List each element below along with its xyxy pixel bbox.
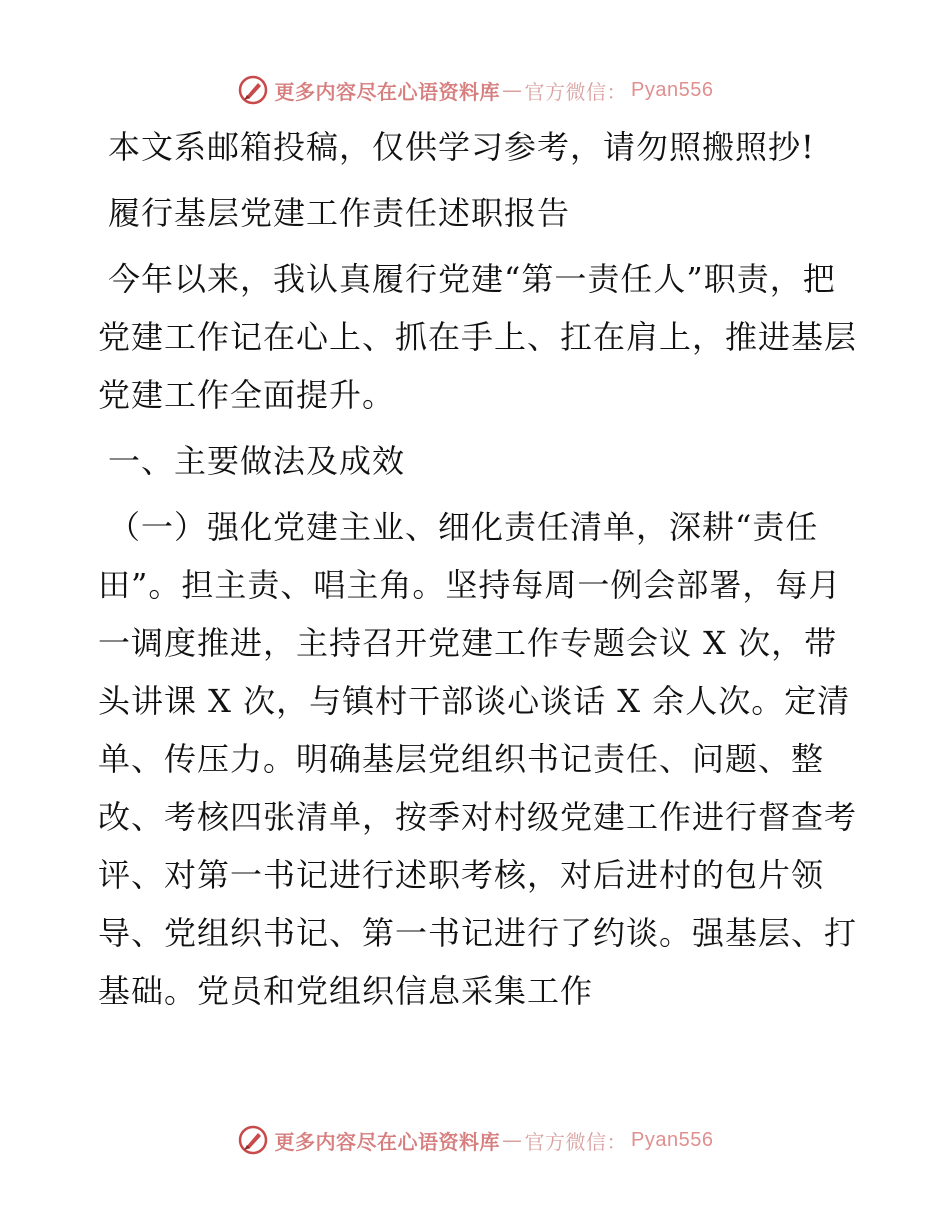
section-body-paragraph: （一）强化党建主业、细化责任清单，深耕“责任田”。担主责、唱主角。坚持每周一例会部署，每月一调度推进，主持召开党建工作专题会议 X 次，带头讲课 X 次，与镇村干部谈心谈话 X 余人次。定清单、传压力。明确基层党组织书记责任、问题、整改、考核四张清单，按季对村级党建工作进行督查考评、对第一书记进行述职考核，对后进村的包片领导、党组织书记、第一书记进行了约谈。强基层、打基础。党员和党组织信息采集工作 <box>98 508 858 1010</box>
section-heading: 一、主要做法及成效 <box>108 442 406 480</box>
document-body <box>98 118 858 1028</box>
watermark-separator: — <box>502 78 523 102</box>
watermark-separator: — <box>502 1128 523 1152</box>
quill-logo-icon <box>237 74 269 106</box>
quill-logo-icon <box>237 1124 269 1156</box>
intro-paragraph: 今年以来，我认真履行党建“第一责任人”职责，把党建工作记在心上、抓在手上、扛在肩上，推进基层党建工作全面提升。 <box>98 260 858 414</box>
watermark-official: 官方微信： <box>524 79 628 104</box>
header-watermark <box>0 70 950 110</box>
watermark-official: 官方微信： <box>524 1129 628 1154</box>
watermark-wechat-id: Pyan556 <box>631 78 714 101</box>
watermark-wechat-id: Pyan556 <box>631 1128 714 1151</box>
watermark-label: 更多内容尽在心语资料库 <box>274 1129 501 1154</box>
watermark-label: 更多内容尽在心语资料库 <box>274 79 501 104</box>
document-title: 履行基层党建工作责任述职报告 <box>108 194 571 232</box>
notice-paragraph: 本文系邮箱投稿，仅供学习参考，请勿照搬照抄! <box>108 128 815 166</box>
footer-watermark <box>0 1120 950 1160</box>
